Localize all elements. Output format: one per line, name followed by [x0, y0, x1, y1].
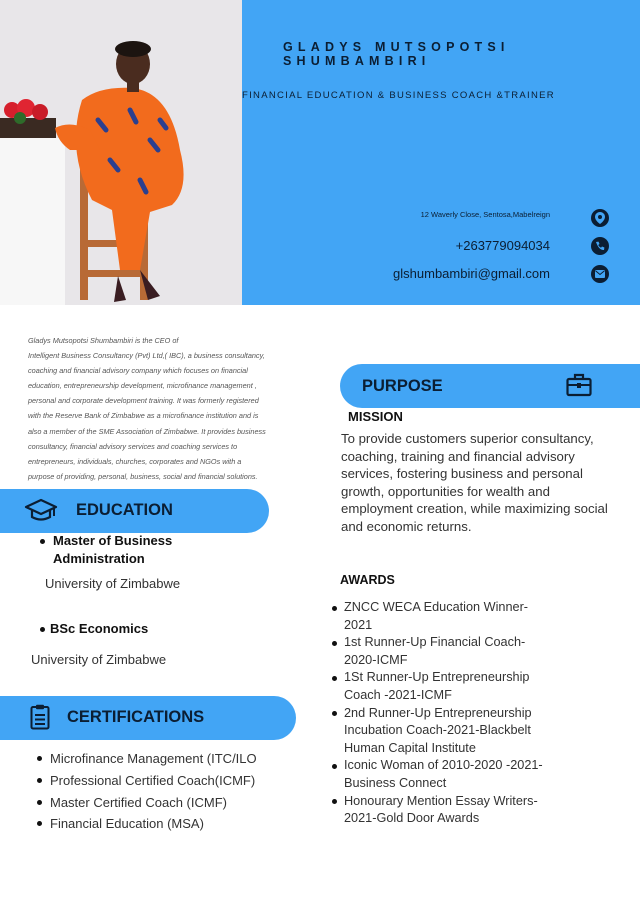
name-line-1: GLADYS MUTSOPOTSI [283, 40, 510, 54]
envelope-icon [591, 265, 609, 283]
degree-bsc: BSc Economics [50, 621, 149, 636]
school-2: University of Zimbabwe [31, 652, 167, 667]
mission-text: To provide customers superior consultancy, coaching, training and financial advisory services, fostering business and personal growth, opportunities for wealth and employment creation, while maximizing social and economic returns. [341, 431, 608, 534]
list-item: Microfinance Management (ITC/ILO [36, 748, 286, 770]
awards-heading: AWARDS [340, 573, 395, 587]
list-item: Master Certified Coach (ICMF) [36, 792, 286, 814]
email-link[interactable]: glshumbambiri@gmail.com [393, 266, 550, 281]
bio-line: Intelligent Business Consultancy (Pvt) Ltd,( IBC), a business consultancy, [28, 351, 265, 361]
phone-link[interactable]: +263779094034 [455, 238, 550, 253]
list-item: ZNCC WECA Education Winner-2021 [331, 599, 551, 634]
bio-line: coaching and financial advisory company which focuses on financial [28, 366, 248, 376]
purpose-title: PURPOSE [362, 377, 443, 395]
bio-line: entrepreneurs, individuals, churches, corporates and NGOs with a [28, 456, 242, 466]
mission-heading: MISSION [348, 409, 403, 424]
bullet [40, 539, 45, 544]
degree-mba-line-2: Administration [53, 551, 145, 566]
degree-mba-line-1: Master of Business [53, 533, 173, 548]
clipboard-icon [30, 704, 50, 735]
list-item: Professional Certified Coach(ICMF) [36, 770, 286, 792]
bio-paragraph [28, 333, 293, 484]
certifications-title: CERTIFICATIONS [67, 708, 205, 726]
school-1: University of Zimbabwe [45, 576, 181, 591]
location-pin-icon [591, 209, 609, 227]
briefcase-icon [566, 373, 592, 402]
bio-line: with the Reserve Bank of Zimbabwe as a microfinance institution and is [28, 411, 259, 421]
list-item: 1St Runner-Up Entrepreneurship Coach -2021-ICMF [331, 669, 551, 704]
purpose-header [340, 364, 640, 408]
list-item: 1st Runner-Up Financial Coach-2020-ICMF [331, 634, 551, 669]
bio-line: consultancy, financial advisory services and coaching services to [28, 441, 238, 451]
education-title: EDUCATION [76, 501, 173, 519]
bio-line: purpose of providing, personal, business, social and financial solutions. [28, 471, 258, 481]
list-item: 2nd Runner-Up Entrepreneurship Incubation Coach-2021-Blackbelt Human Capital Institute [331, 705, 551, 758]
list-item: Honourary Mention Essay Writers- 2021-Gold Door Awards [331, 793, 551, 828]
awards-list [331, 599, 551, 828]
full-name [283, 40, 510, 68]
name-line-2: SHUMBAMBIRI [283, 54, 431, 68]
role-title: FINANCIAL EDUCATION & BUSINESS COACH &TRAINER [242, 90, 555, 101]
education-header [0, 489, 269, 533]
graduation-cap-icon [24, 498, 58, 529]
address-text: 12 Waverly Close, Sentosa,Mabelreign [420, 210, 550, 219]
portrait-illustration [0, 0, 242, 305]
bio-line: also a member of the SME Association of Zimbabwe. It provides business [28, 426, 266, 436]
bio-line: education, entrepreneurship development, microfinance management , [28, 381, 257, 391]
bio-line: personal and corporate development training. It was formerly registered [28, 396, 259, 406]
list-item: Financial Education (MSA) [36, 813, 286, 835]
portrait-photo [0, 0, 242, 305]
phone-icon [591, 237, 609, 255]
bullet [40, 627, 45, 632]
certifications-header [0, 696, 296, 740]
list-item: Iconic Woman of 2010-2020 -2021-Business Connect [331, 757, 551, 792]
bio-line: Gladys Mutsopotsi Shumbambiri is the CEO of [28, 336, 179, 345]
certifications-list [36, 748, 286, 835]
